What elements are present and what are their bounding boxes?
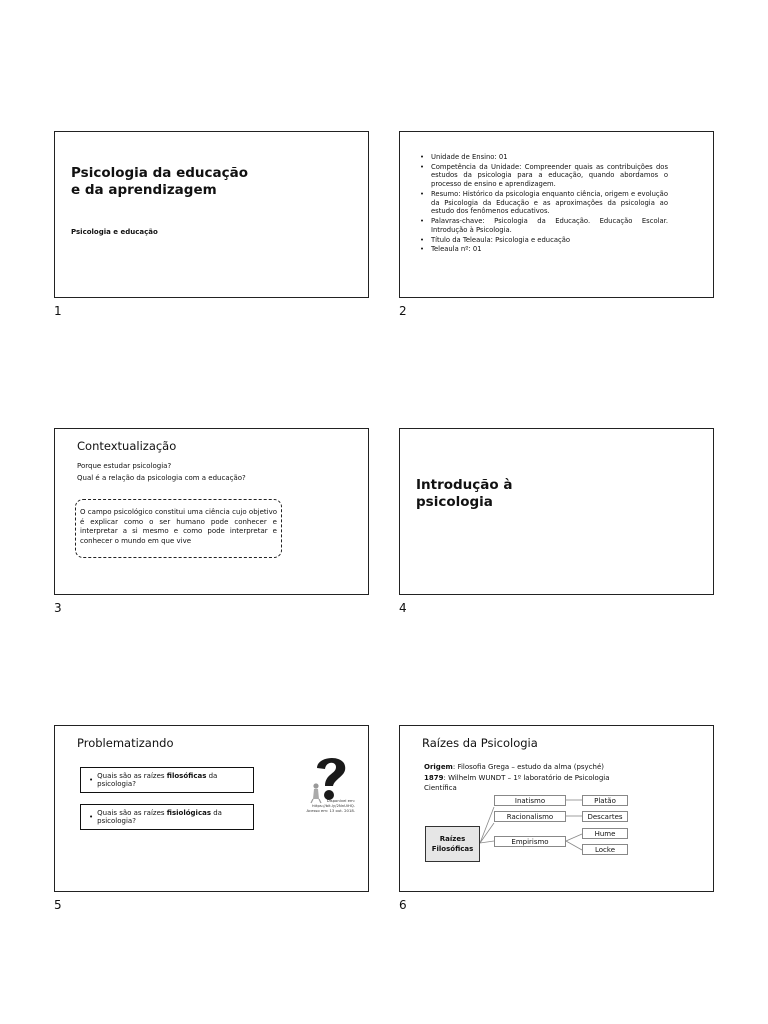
slide-number-4: 4	[399, 601, 407, 615]
bullet-dot: •	[89, 776, 94, 784]
node-descartes: Descartes	[582, 811, 628, 822]
slide-5	[54, 725, 369, 892]
wundt-line: 1879: Wilhelm WUNDT – 1º laboratório de Psicologia Científica	[424, 774, 610, 792]
roots-diagram-connectors	[400, 726, 714, 892]
node-hume: Hume	[582, 828, 628, 839]
slide-1-title: Psicologia da educação e da aprendizagem	[71, 165, 249, 198]
slide-6-heading: Raízes da Psicologia	[422, 736, 538, 750]
slide-6	[399, 725, 714, 892]
image-credit: Disponível em: https://bit.ly/2NnUiHQ. Acesso em: 13 out. 2018.	[306, 798, 355, 813]
bullet-resumo: • Resumo: Histórico da psicologia enquanto ciência, origem e evolução da Psicologia da Educação e as aproximações da psicologia ao estudo dos fenômenos educativos.	[420, 190, 668, 216]
slide-4-title: Introdução à psicologia	[416, 477, 513, 510]
node-platao: Platão	[582, 795, 628, 806]
slide-2-bullet-list	[420, 153, 668, 255]
q1-text: Quais são as raízes filosóficas da psicologia?	[97, 772, 218, 788]
node-inatismo: Inatismo	[494, 795, 566, 806]
slide-number-2: 2	[399, 304, 407, 318]
origin-line: Origem: Filosofia Grega – estudo da alma (psyché)	[424, 763, 605, 771]
slide-4	[399, 428, 714, 595]
bullet-teleaula-numero: • Teleaula nº: 01	[420, 245, 668, 254]
bullet-competencia: • Competência da Unidade: Compreender quais as contribuições dos estudos da psicologia para a educação, quando abordamos o processo de ensino e aprendizagem.	[420, 163, 668, 189]
slide-number-3: 3	[54, 601, 62, 615]
question-why-study: Porque estudar psicologia?	[77, 462, 172, 470]
slide-number-6: 6	[399, 898, 407, 912]
slide-number-5: 5	[54, 898, 62, 912]
slide-1	[54, 131, 369, 298]
node-racionalismo: Racionalismo	[494, 811, 566, 822]
slide-1-subtitle: Psicologia e educação	[71, 228, 158, 236]
node-empirismo: Empirismo	[494, 836, 566, 847]
bullet-dot: •	[89, 813, 94, 821]
node-locke: Locke	[582, 844, 628, 855]
bullet-palavras-chave: • Palavras-chave: Psicologia da Educação. Educação Escolar. Introdução à Psicologia.	[420, 217, 668, 234]
definition-text: O campo psicológico constitui uma ciência cujo objetivo é explicar como o ser humano pode conhecer e interpretar a si mesmo e como pode interpretar e conhecer o mundo em que vive	[80, 508, 277, 545]
slide-number-1: 1	[54, 304, 62, 318]
bullet-titulo-teleaula: • Título da Teleaula: Psicologia e educação	[420, 236, 668, 245]
bullet-unidade: • Unidade de Ensino: 01	[420, 153, 668, 162]
slide-3-heading: Contextualização	[77, 439, 177, 453]
slide-3	[54, 428, 369, 595]
node-raizes-filosoficas: Raízes Filosóficas	[425, 826, 480, 862]
question-box-physiological	[80, 804, 254, 830]
question-mark-image	[305, 752, 355, 804]
slide-2	[399, 131, 714, 298]
definition-box	[75, 499, 282, 558]
q2-text: Quais são as raízes fisiológicas da psicologia?	[97, 809, 222, 825]
slide-5-heading: Problematizando	[77, 736, 174, 750]
question-relation: Qual é a relação da psicologia com a educação?	[77, 474, 246, 482]
question-box-philosophical	[80, 767, 254, 793]
